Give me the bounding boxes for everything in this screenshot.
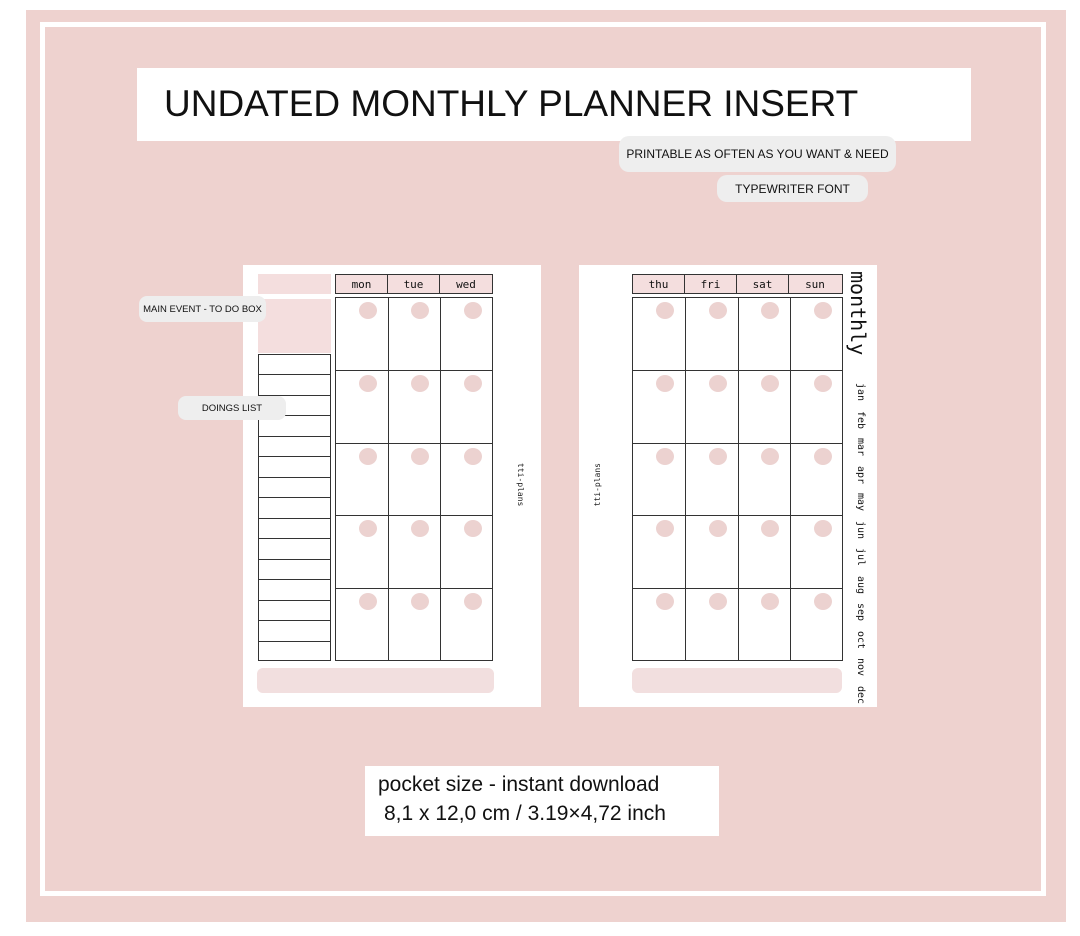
month-label: oct xyxy=(855,630,866,649)
printable-badge: PRINTABLE AS OFTEN AS YOU WANT & NEED xyxy=(619,136,896,172)
grid-line xyxy=(633,443,842,444)
list-line xyxy=(259,374,330,375)
main-event-callout: MAIN EVENT - TO DO BOX xyxy=(139,296,266,322)
month-label: dec xyxy=(855,685,866,704)
date-circle xyxy=(656,375,674,392)
list-line xyxy=(259,456,330,457)
month-label: aug xyxy=(855,575,866,594)
date-circle xyxy=(656,593,674,610)
month-list xyxy=(855,383,871,713)
day-label: sat xyxy=(737,275,789,293)
date-circle xyxy=(709,375,727,392)
date-circle xyxy=(464,448,482,465)
date-circle xyxy=(656,520,674,537)
left-calendar-grid xyxy=(335,297,493,661)
month-label: mar xyxy=(855,438,866,457)
date-circle xyxy=(359,520,377,537)
date-circle xyxy=(464,302,482,319)
month-label: sep xyxy=(855,603,866,622)
list-line xyxy=(259,641,330,642)
date-circle xyxy=(359,375,377,392)
dimension-caption: 8,1 x 12,0 cm / 3.19×4,72 inch xyxy=(384,802,666,825)
date-circle xyxy=(359,593,377,610)
date-circle xyxy=(761,448,779,465)
grid-line xyxy=(685,298,686,660)
month-label: may xyxy=(855,493,866,512)
month-label: jun xyxy=(855,520,866,539)
list-line xyxy=(259,436,330,437)
list-line xyxy=(259,559,330,560)
right-day-header xyxy=(632,274,843,294)
list-line xyxy=(259,579,330,580)
right-notes-bar xyxy=(632,668,842,693)
grid-line xyxy=(790,298,791,660)
date-circle xyxy=(814,520,832,537)
list-line xyxy=(259,497,330,498)
date-circle xyxy=(411,520,429,537)
day-label: sun xyxy=(805,277,825,291)
list-line xyxy=(259,477,330,478)
grid-line xyxy=(738,298,739,660)
date-circle xyxy=(359,448,377,465)
date-circle xyxy=(464,520,482,537)
font-badge: TYPEWRITER FONT xyxy=(717,175,868,202)
date-circle xyxy=(411,448,429,465)
grid-line xyxy=(336,443,492,444)
grid-line xyxy=(336,588,492,589)
brand-text: tti-plans xyxy=(593,463,602,507)
month-label: feb xyxy=(855,410,866,429)
doings-list-callout: DOINGS LIST xyxy=(178,396,286,420)
date-circle xyxy=(464,375,482,392)
grid-line xyxy=(336,370,492,371)
date-circle xyxy=(761,302,779,319)
main-event-box xyxy=(258,299,331,353)
date-circle xyxy=(709,302,727,319)
grid-line xyxy=(388,298,389,660)
title-banner xyxy=(137,68,971,141)
page-title: UNDATED MONTHLY PLANNER INSERT xyxy=(164,83,859,124)
date-circle xyxy=(656,448,674,465)
list-line xyxy=(259,518,330,519)
list-line xyxy=(259,538,330,539)
size-caption: pocket size - instant download xyxy=(378,773,660,796)
date-circle xyxy=(709,593,727,610)
date-circle xyxy=(761,375,779,392)
brand-text: tti-plans xyxy=(516,463,525,507)
left-notes-bar xyxy=(257,668,494,693)
date-circle xyxy=(814,448,832,465)
list-line xyxy=(259,620,330,621)
date-circle xyxy=(709,520,727,537)
grid-line xyxy=(440,298,441,660)
day-label: fri xyxy=(685,275,737,293)
date-circle xyxy=(814,375,832,392)
date-circle xyxy=(709,448,727,465)
day-label: wed xyxy=(456,277,476,291)
date-circle xyxy=(761,593,779,610)
date-circle xyxy=(761,520,779,537)
date-circle xyxy=(411,593,429,610)
day-label: mon xyxy=(336,275,388,293)
date-circle xyxy=(411,302,429,319)
grid-line xyxy=(336,515,492,516)
month-label: jan xyxy=(855,383,866,402)
day-label: tue xyxy=(388,275,440,293)
footer-info-box xyxy=(365,766,719,836)
date-circle xyxy=(814,302,832,319)
date-circle xyxy=(814,593,832,610)
month-label: nov xyxy=(855,658,866,677)
grid-line xyxy=(633,588,842,589)
monthly-heading: monthly xyxy=(846,271,870,356)
right-page xyxy=(579,265,877,707)
date-circle xyxy=(359,302,377,319)
grid-line xyxy=(633,515,842,516)
month-label: apr xyxy=(855,465,866,484)
right-calendar-grid xyxy=(632,297,843,661)
main-event-box-header xyxy=(258,274,331,294)
grid-line xyxy=(633,370,842,371)
date-circle xyxy=(656,302,674,319)
left-page xyxy=(243,265,541,707)
day-label: thu xyxy=(633,275,685,293)
list-line xyxy=(259,600,330,601)
left-day-header xyxy=(335,274,493,294)
date-circle xyxy=(411,375,429,392)
month-label: jul xyxy=(855,548,866,567)
date-circle xyxy=(464,593,482,610)
